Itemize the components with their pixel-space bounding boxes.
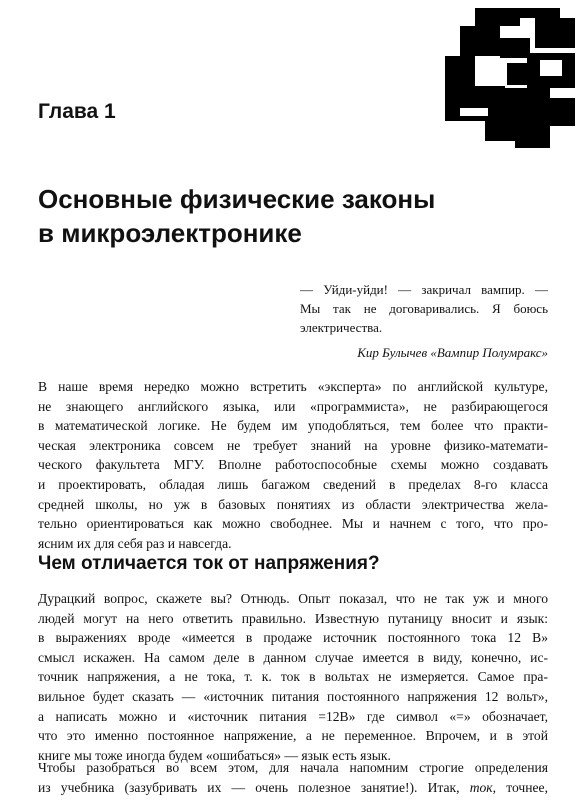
text-line: людей могут на него ответить правильно. Известную путаницу вносит и язык: bbox=[38, 610, 548, 626]
emphasis-term: ток bbox=[469, 779, 493, 795]
text-line: вильное будет сказать — «источник питания постоянного напряжения 12 вольт», bbox=[38, 688, 548, 704]
text-line: В наше время нередко можно встретить «эксперта» по английской культуре, bbox=[38, 379, 548, 394]
chapter-title bbox=[38, 182, 518, 250]
text-line: точник напряжения, а не тока, т. к. ток в вольтах не измеряется. Самое пра- bbox=[38, 669, 548, 685]
text-line: книге мы тоже иногда будем «ошибаться» — язык есть язык. bbox=[38, 747, 391, 763]
text-line: в выражениях вроде «имеется в продаже источник постоянного тока 12 В» bbox=[38, 630, 548, 646]
text-line: ясним их для себя раз и навсегда. bbox=[38, 535, 232, 551]
text-line: Дурацкий вопрос, скажете вы? Отнюдь. Опыт показал, что не так уж и много bbox=[38, 591, 548, 606]
section-paragraph-2 bbox=[38, 758, 548, 797]
intro-paragraph bbox=[38, 377, 548, 553]
text-line: в математической логике. Не будем им уподобляться, тем более что практи- bbox=[38, 418, 548, 434]
text-line: средней школы, но уж в базовых понятиях из области электричества жела- bbox=[38, 496, 548, 512]
text-line: не знающего английского языка, или «программиста», не разбирающегося bbox=[38, 398, 548, 414]
chapter-label: Глава 1 bbox=[38, 100, 116, 123]
epigraph-line: — Уйди-уйди! — закричал вампир. — bbox=[300, 282, 548, 297]
text-line: смысл искажен. На самом деле в данном случае имеется в виду, конечно, ис- bbox=[38, 649, 548, 665]
epigraph-line: электричества. bbox=[300, 320, 383, 335]
text-line: тельно ориентироваться как можно свободнее. Мы и начнем с того, что про- bbox=[38, 516, 548, 532]
section-heading: Чем отличается ток от напряжения? bbox=[38, 553, 380, 574]
epigraph-line: Мы так не договаривались. Я боюсь bbox=[300, 301, 548, 316]
text-segment: , точнее, bbox=[492, 779, 548, 795]
epigraph-source: Кир Булычев «Вампир Полумракс» bbox=[357, 345, 548, 360]
text-line: что это именно постоянное напряжение, а не переменное. Впрочем, и в этой bbox=[38, 728, 548, 744]
chapter-title-line: в микроэлектронике bbox=[38, 218, 302, 248]
chapter-title-line: Основные физические законы bbox=[38, 184, 436, 214]
section-paragraph-1 bbox=[38, 589, 548, 765]
text-line: ческая электроника совсем не требует знаний на уровне физико-математи- bbox=[38, 437, 548, 453]
epigraph bbox=[300, 280, 548, 362]
text-line: ческого факультета МГУ. Вполне работоспособные схемы можно создавать bbox=[38, 457, 548, 473]
text-line: и проектировать, обладая лишь багажом сведений в пределах 8-го класса bbox=[38, 476, 548, 492]
text-line: Чтобы разобраться во всем этом, для начала напомним строгие определения bbox=[38, 760, 548, 775]
chapter-decoration-graphic bbox=[445, 8, 575, 148]
text-line: а написать можно и «источник питания =12В» где символ «=» обозначает, bbox=[38, 708, 548, 724]
text-line bbox=[38, 778, 548, 798]
text-segment: из учебника (зазубривать их — очень полезное занятие!). Итак, bbox=[38, 779, 470, 795]
